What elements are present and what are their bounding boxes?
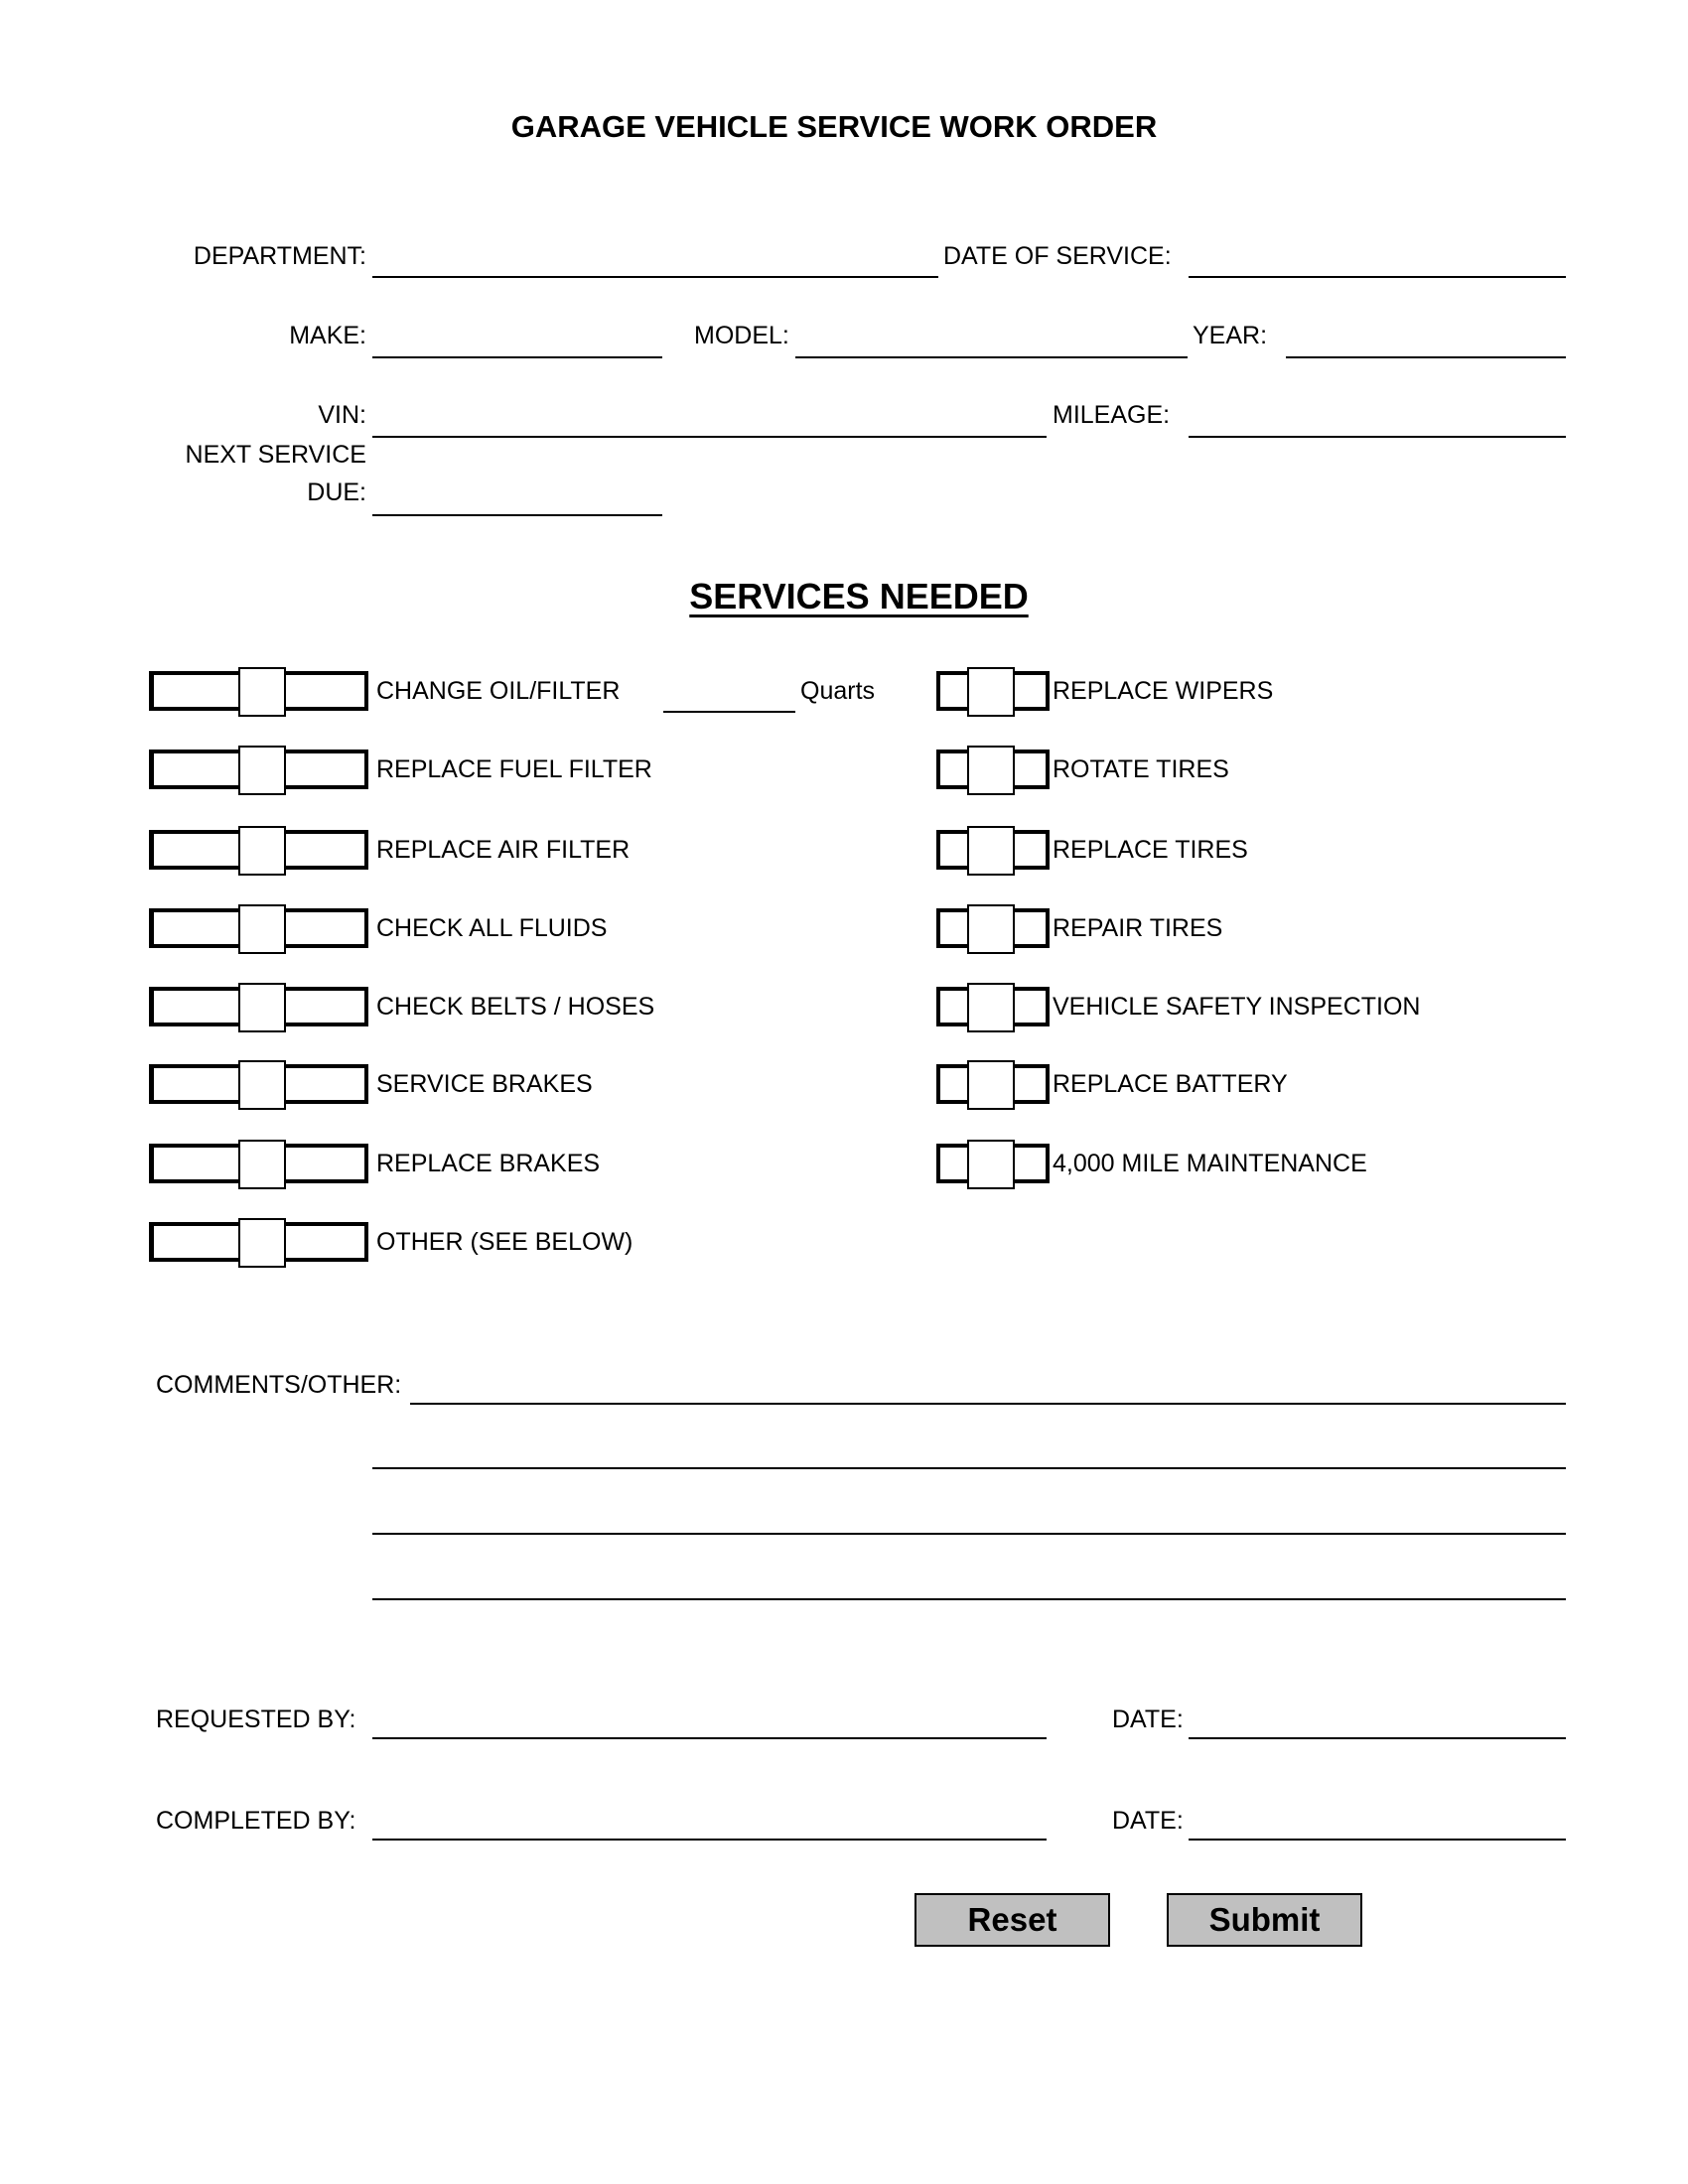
service-toggle[interactable] [149,750,368,789]
service-label: REPLACE TIRES [1053,836,1248,864]
service-toggle[interactable] [149,1064,368,1104]
requested-by-field[interactable] [372,1737,1047,1739]
model-field[interactable] [795,356,1188,358]
services-heading: SERVICES NEEDED [689,576,1029,616]
submit-button[interactable]: Submit [1167,1893,1362,1947]
completed-date-label: DATE: [1112,1807,1184,1835]
vin-field[interactable] [372,436,1047,438]
completed-date-field[interactable] [1189,1839,1566,1841]
toggle-knob[interactable] [967,1060,1015,1110]
comments-line-2[interactable] [372,1467,1566,1469]
service-label: REPLACE BRAKES [376,1150,601,1177]
service-toggle[interactable] [936,1144,1050,1183]
service-label: CHECK ALL FLUIDS [376,914,608,942]
comments-label: COMMENTS/OTHER: [156,1371,402,1399]
toggle-knob[interactable] [238,1060,286,1110]
service-label: VEHICLE SAFETY INSPECTION [1053,993,1421,1021]
service-toggle[interactable] [936,750,1050,789]
service-label: REPLACE FUEL FILTER [376,755,652,783]
toggle-knob[interactable] [967,667,1015,717]
completed-by-label: COMPLETED BY: [156,1807,356,1835]
department-field[interactable] [372,276,938,278]
toggle-knob[interactable] [967,826,1015,876]
date-of-service-label: DATE OF SERVICE: [943,242,1172,270]
model-label: MODEL: [694,322,789,349]
toggle-knob[interactable] [238,1218,286,1268]
service-label: SERVICE BRAKES [376,1070,593,1098]
make-field[interactable] [372,356,662,358]
mileage-label: MILEAGE: [1053,401,1171,429]
service-label: OTHER (SEE BELOW) [376,1228,633,1256]
service-label: REPLACE WIPERS [1053,677,1274,705]
service-label: CHECK BELTS / HOSES [376,993,655,1021]
make-label: MAKE: [289,322,366,349]
service-label: 4,000 MILE MAINTENANCE [1053,1150,1367,1177]
service-toggle[interactable] [149,1222,368,1262]
next-service-field[interactable] [372,514,662,516]
next-service-due-label: DUE: [307,478,366,506]
service-toggle[interactable] [149,671,368,711]
date-of-service-field[interactable] [1189,276,1566,278]
toggle-knob[interactable] [967,904,1015,954]
requested-date-field[interactable] [1189,1737,1566,1739]
service-label: CHANGE OIL/FILTER [376,677,621,705]
quarts-field[interactable] [663,711,795,713]
toggle-knob[interactable] [967,1140,1015,1189]
year-label: YEAR: [1193,322,1268,349]
next-service-label: NEXT SERVICE [185,441,366,469]
quarts-label: Quarts [800,677,876,705]
reset-button[interactable]: Reset [914,1893,1110,1947]
service-toggle[interactable] [936,987,1050,1026]
comments-line-3[interactable] [372,1533,1566,1535]
service-toggle[interactable] [936,830,1050,870]
service-label: REPLACE BATTERY [1053,1070,1288,1098]
comments-line-4[interactable] [372,1598,1566,1600]
service-toggle[interactable] [936,908,1050,948]
form-title: GARAGE VEHICLE SERVICE WORK ORDER [510,109,1158,144]
toggle-knob[interactable] [238,667,286,717]
toggle-knob[interactable] [238,1140,286,1189]
mileage-field[interactable] [1189,436,1566,438]
requested-date-label: DATE: [1112,1706,1184,1733]
year-field[interactable] [1286,356,1566,358]
toggle-knob[interactable] [238,904,286,954]
toggle-knob[interactable] [238,826,286,876]
service-toggle[interactable] [149,908,368,948]
completed-by-field[interactable] [372,1839,1047,1841]
service-toggle[interactable] [936,671,1050,711]
comments-line-1[interactable] [410,1403,1566,1405]
toggle-knob[interactable] [967,983,1015,1032]
service-label: REPLACE AIR FILTER [376,836,631,864]
service-label: ROTATE TIRES [1053,755,1229,783]
requested-by-label: REQUESTED BY: [156,1706,356,1733]
department-label: DEPARTMENT: [193,242,366,270]
toggle-knob[interactable] [967,746,1015,795]
service-toggle[interactable] [149,830,368,870]
service-toggle[interactable] [936,1064,1050,1104]
service-toggle[interactable] [149,1144,368,1183]
service-toggle[interactable] [149,987,368,1026]
service-label: REPAIR TIRES [1053,914,1223,942]
toggle-knob[interactable] [238,983,286,1032]
vin-label: VIN: [318,401,366,429]
toggle-knob[interactable] [238,746,286,795]
